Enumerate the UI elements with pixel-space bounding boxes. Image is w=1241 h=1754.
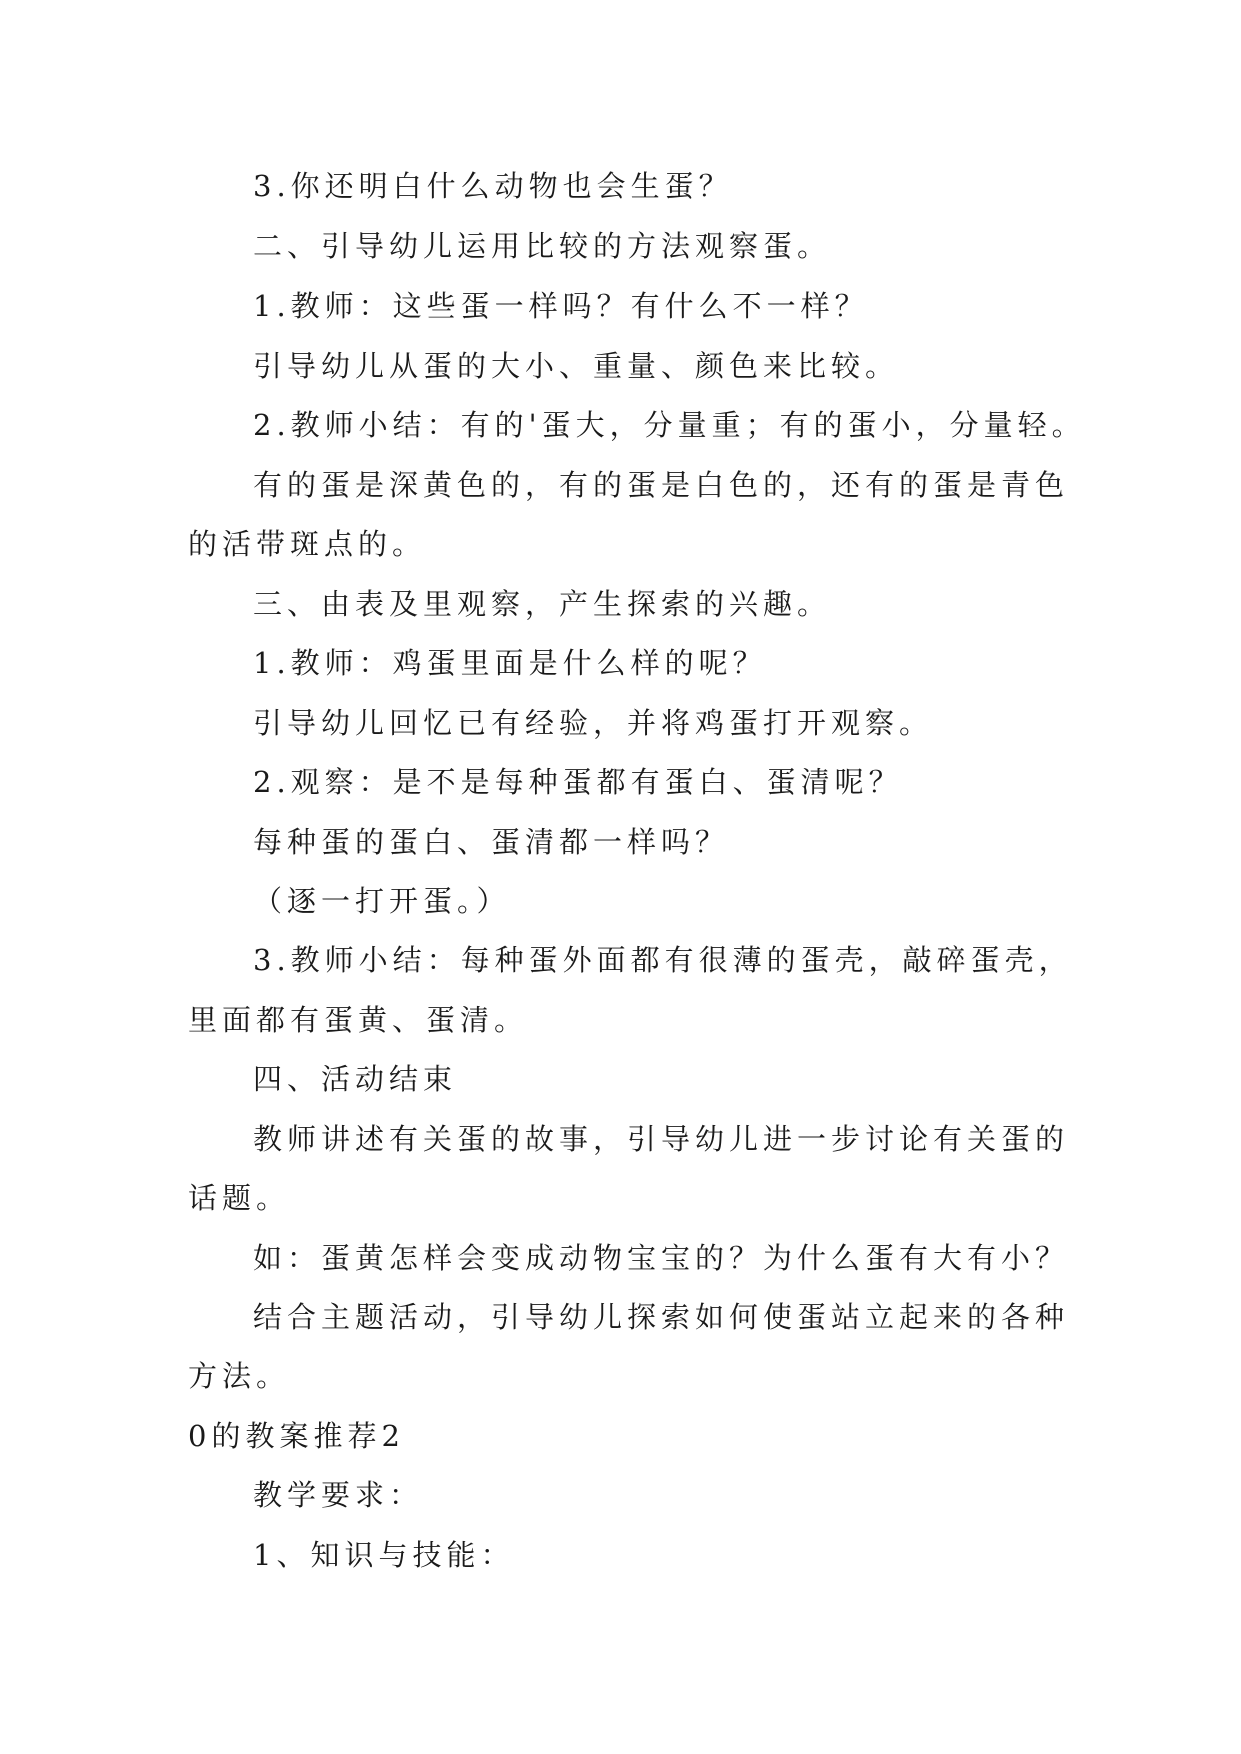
paragraph-line: 3.教师小结：每种蛋外面都有很薄的蛋壳，敲碎蛋壳，	[253, 943, 1073, 977]
paragraph-line: 2.教师小结：有的'蛋大，分量重；有的蛋小，分量轻。	[253, 408, 1086, 442]
paragraph-line: 的活带斑点的。	[188, 527, 427, 561]
paragraph-line: 3.你还明白什么动物也会生蛋？	[253, 169, 733, 203]
paragraph-line: 如：蛋黄怎样会变成动物宝宝的？为什么蛋有大有小？	[253, 1241, 1070, 1275]
paragraph-line: 结合主题活动，引导幼儿探索如何使蛋站立起来的各种	[253, 1300, 1070, 1334]
section-heading: 二、引导幼儿运用比较的方法观察蛋。	[253, 229, 832, 263]
section-heading: 四、活动结束	[253, 1062, 458, 1096]
paragraph-line: 1、知识与技能：	[253, 1538, 515, 1572]
paragraph-line: 引导幼儿从蛋的大小、重量、颜色来比较。	[253, 349, 900, 383]
paragraph-line: 有的蛋是深黄色的，有的蛋是白色的，还有的蛋是青色	[253, 468, 1070, 502]
paragraph-line: 里面都有蛋黄、蛋清。	[188, 1003, 529, 1037]
document-title: 0的教案推荐2	[188, 1419, 405, 1453]
paragraph-line: 2.观察：是不是每种蛋都有蛋白、蛋清呢？	[253, 765, 903, 799]
paragraph-line: （逐一打开蛋。）	[253, 884, 511, 918]
paragraph-line: 1.教师：这些蛋一样吗？有什么不一样？	[253, 289, 869, 323]
paragraph-line: 方法。	[188, 1359, 291, 1393]
section-heading: 三、由表及里观察，产生探索的兴趣。	[253, 587, 832, 621]
paragraph-line: 教学要求：	[253, 1478, 424, 1512]
paragraph-line: 1.教师：鸡蛋里面是什么样的呢？	[253, 646, 767, 680]
paragraph-line: 教师讲述有关蛋的故事，引导幼儿进一步讨论有关蛋的	[253, 1122, 1070, 1156]
paragraph-line: 每种蛋的蛋白、蛋清都一样吗？	[253, 825, 730, 859]
paragraph-line: 话题。	[188, 1181, 291, 1215]
paragraph-line: 引导幼儿回忆已有经验，并将鸡蛋打开观察。	[253, 706, 934, 740]
